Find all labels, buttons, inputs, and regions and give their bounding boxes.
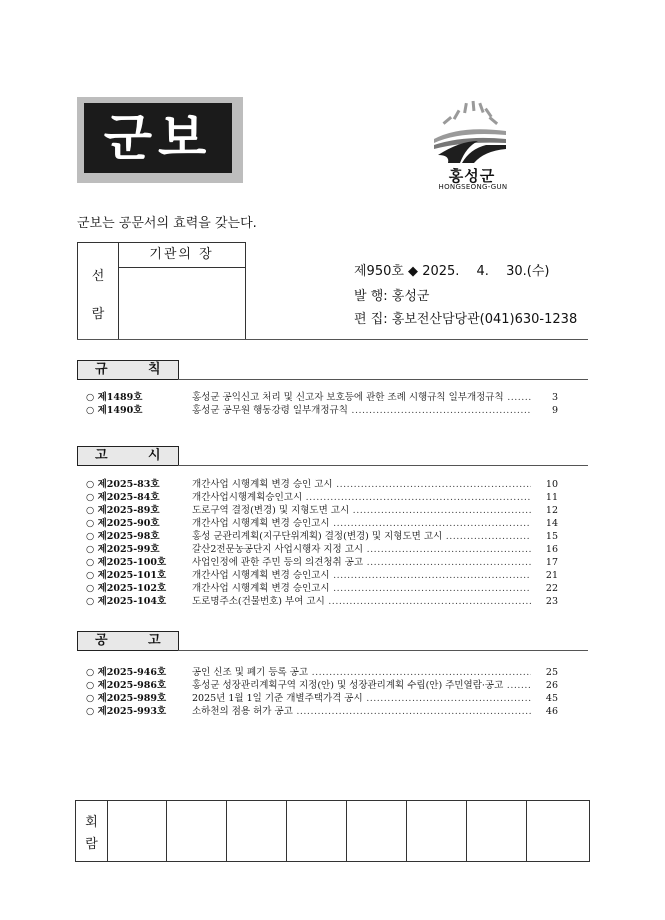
entry-title: 2025년 1월 1일 기준 개별주택가격 공시 ..... — [192, 692, 531, 705]
tagline: 군보는 공문서의 효력을 갖는다. — [77, 216, 257, 231]
entry-page: 10 — [545, 479, 558, 490]
circulation-label-top: 회 — [85, 815, 98, 830]
section-label-char: 칙 — [148, 362, 161, 377]
entry-number: ○ 제2025-100호 — [86, 557, 167, 568]
toc-entry[interactable] — [86, 517, 558, 530]
entry-title: 갈산2전문농공단지 사업시행자 지정 고시 ..... — [192, 543, 531, 556]
entry-number: ○ 제1490호 — [86, 405, 143, 416]
entry-number: ○ 제2025-89호 — [86, 505, 160, 516]
entry-page: 25 — [545, 667, 558, 678]
circulation-cell[interactable] — [527, 801, 587, 861]
toc-entry[interactable] — [86, 543, 558, 556]
masthead-title: 군보 — [84, 103, 232, 173]
toc-entry[interactable] — [86, 556, 558, 569]
circulation-label-column — [76, 801, 108, 861]
distribution-header: 기관의 장 — [118, 243, 245, 268]
section-label-char: 규 — [95, 362, 108, 377]
section-divider — [178, 379, 588, 380]
entry-page: 46 — [545, 706, 558, 717]
entry-number: ○ 제2025-104호 — [86, 596, 167, 607]
hongseong-emblem-icon — [430, 95, 510, 165]
logo-name: 홍성군 — [448, 167, 496, 185]
distribution-box — [77, 242, 246, 340]
circulation-cell[interactable] — [407, 801, 467, 861]
entry-number: ○ 제2025-101호 — [86, 570, 167, 581]
toc-entry[interactable] — [86, 705, 558, 718]
section-divider — [178, 465, 588, 466]
entry-title: 소하천의 점용 허가 공고 ..... — [192, 705, 531, 718]
distribution-label-column — [78, 243, 119, 339]
section-divider — [178, 650, 588, 651]
entry-title: 개간사업 시행계획 변경 승인고시 ..... — [192, 517, 531, 530]
circulation-cell[interactable] — [227, 801, 287, 861]
entry-title: 개간사업시행계획승인고시 ..... — [192, 491, 531, 504]
editor: 편 집: 홍보전산담당관(041)630-1238 — [354, 312, 578, 327]
entry-title: 홍성 군관리계획(지구단위계획) 결정(변경) 및 지형도면 고시 ..... — [192, 530, 531, 543]
section-label-char: 공 — [95, 633, 108, 648]
entry-title: 홍성군 공익신고 처리 및 신고자 보호등에 관한 조례 시행규칙 일부개정규칙 ..... — [192, 391, 531, 404]
entry-title: 개간사업 시행계획 변경 승인고시 ..... — [192, 582, 531, 595]
circulation-cell[interactable] — [107, 801, 167, 861]
entry-page: 22 — [545, 583, 558, 594]
entry-page: 12 — [545, 505, 558, 516]
entry-title: 홍성군 공무원 행동강령 일부개정규칙 ..... — [192, 404, 531, 417]
issue-number-date: 제950호 ◆ 2025. 4. 30.(수) — [354, 264, 550, 279]
toc-entry[interactable] — [86, 679, 558, 692]
entry-title: 도로구역 결정(변경) 및 지형도면 고시 ..... — [192, 504, 531, 517]
entry-page: 3 — [551, 392, 558, 403]
toc-entry[interactable] — [86, 491, 558, 504]
entry-number: ○ 제2025-989호 — [86, 693, 167, 704]
publisher: 발 행: 홍성군 — [354, 289, 430, 304]
entry-number: ○ 제2025-946호 — [86, 667, 167, 678]
entry-title: 개간사업 시행계획 변경 승인 고시 ..... — [192, 478, 531, 491]
entry-page: 14 — [545, 518, 558, 529]
toc-entry[interactable] — [86, 478, 558, 491]
toc-entry[interactable] — [86, 666, 558, 679]
entry-number: ○ 제2025-83호 — [86, 479, 160, 490]
entry-number: ○ 제2025-98호 — [86, 531, 160, 542]
toc-entry[interactable] — [86, 391, 558, 404]
masthead — [77, 97, 243, 183]
circulation-cell[interactable] — [287, 801, 347, 861]
section-header-notices — [77, 446, 179, 466]
toc-entry[interactable] — [86, 595, 558, 608]
entry-title: 도로명주소(건물번호) 부여 고시 ..... — [192, 595, 531, 608]
toc-entry[interactable] — [86, 569, 558, 582]
circulation-table — [75, 800, 590, 862]
entry-title: 공인 신조 및 폐기 등록 공고 ..... — [192, 666, 531, 679]
circulation-cell[interactable] — [167, 801, 227, 861]
entry-page: 11 — [545, 492, 558, 503]
entry-number: ○ 제1489호 — [86, 392, 143, 403]
entry-page: 26 — [545, 680, 558, 691]
section-label-char: 고 — [148, 633, 161, 648]
circulation-label-bottom: 람 — [85, 837, 98, 852]
entry-title: 홍성군 성장관리계획구역 지정(안) 및 성장관리계획 수립(안) 주민열람·공고 ..... — [192, 679, 531, 692]
entry-page: 23 — [545, 596, 558, 607]
toc-entry[interactable] — [86, 692, 558, 705]
entry-page: 21 — [545, 570, 558, 581]
toc-entry[interactable] — [86, 504, 558, 517]
distribution-label-top: 선 — [91, 269, 105, 284]
section-label-char: 고 — [95, 448, 108, 463]
toc-entry[interactable] — [86, 530, 558, 543]
entry-page: 15 — [545, 531, 558, 542]
toc-entry[interactable] — [86, 582, 558, 595]
section-header-announcements — [77, 631, 179, 651]
distribution-label-bottom: 람 — [91, 307, 105, 322]
toc-entry[interactable] — [86, 404, 558, 417]
entry-number: ○ 제2025-99호 — [86, 544, 160, 555]
circulation-cell[interactable] — [467, 801, 527, 861]
entry-number: ○ 제2025-90호 — [86, 518, 160, 529]
entry-number: ○ 제2025-986호 — [86, 680, 167, 691]
circulation-cell[interactable] — [347, 801, 407, 861]
entry-title: 개간사업 시행계획 변경 승인고시 ..... — [192, 569, 531, 582]
entry-title: 사업인정에 관한 주민 등의 의견청취 공고 ..... — [192, 556, 531, 569]
entry-number: ○ 제2025-993호 — [86, 706, 167, 717]
section-label-char: 시 — [148, 448, 161, 463]
logo-subtitle: HONGSEONG-GUN — [438, 183, 508, 191]
entry-page: 9 — [551, 405, 558, 416]
entry-page: 16 — [545, 544, 558, 555]
entry-number: ○ 제2025-84호 — [86, 492, 160, 503]
header-divider — [77, 339, 588, 340]
section-header-rules — [77, 360, 179, 380]
entry-page: 17 — [545, 557, 558, 568]
entry-page: 45 — [545, 693, 558, 704]
entry-number: ○ 제2025-102호 — [86, 583, 167, 594]
